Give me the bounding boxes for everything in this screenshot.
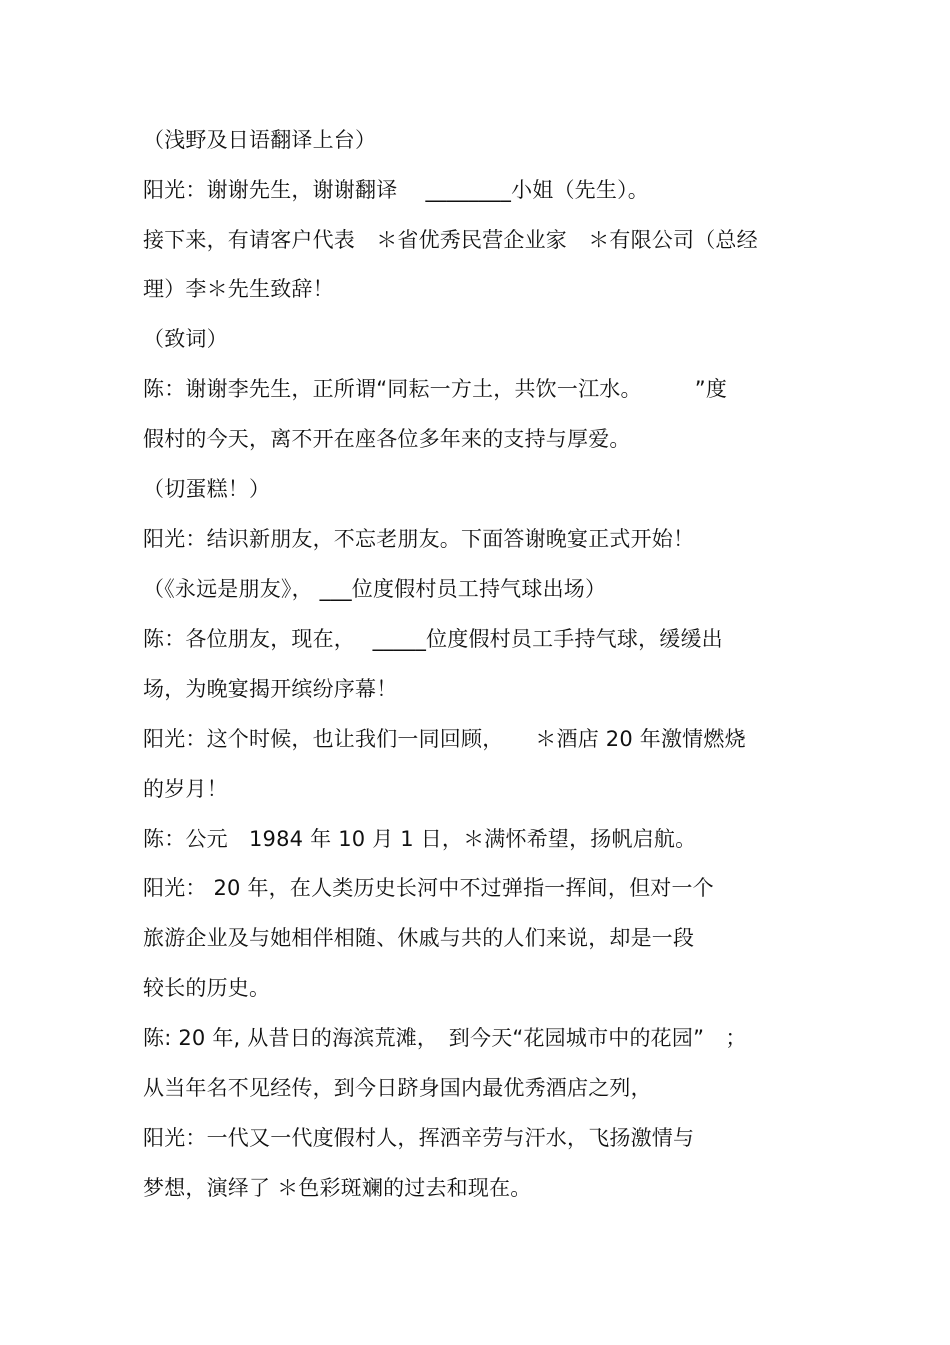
- text-line-14: 的岁月！: [143, 777, 228, 801]
- text-line-22: 梦想，演绎了 ＊色彩斑斓的过去和现在。: [143, 1176, 532, 1200]
- text-line-16: 阳光： 20 年，在人类历史长河中不过弹指一挥间，但对一个: [143, 876, 714, 900]
- text-line-6: 陈：谢谢李先生，正所谓“同耘一方土，共饮一江水。 ”度: [143, 377, 728, 401]
- text-line-19: 陈: 20 年, 从昔日的海滨荒滩， 到今天“花园城市中的花园” ；: [143, 1026, 747, 1050]
- text-line-21: 阳光：一代又一代度假村人，挥洒辛劳与汗水，飞扬激情与: [143, 1126, 695, 1150]
- text-line-8: （切蛋糕！）: [143, 477, 271, 501]
- text-line-17: 旅游企业及与她相伴相随、休戚与共的人们来说，却是一段: [143, 926, 695, 950]
- text-line-15: 陈：公元 1984 年 10 月 1 日，＊满怀希望，扬帆启航。: [143, 827, 697, 851]
- text-line-9: 阳光：结识新朋友，不忘老朋友。下面答谢晚宴正式开始！: [143, 527, 695, 551]
- text-line-20: 从当年名不见经传，到今日跻身国内最优秀酒店之列，: [143, 1076, 652, 1100]
- text-line-10: （《永远是朋友》， ___位度假村员工持气球出场）: [143, 577, 607, 601]
- text-line-2: 阳光：谢谢先生，谢谢翻译 ________小姐（先生）。: [143, 178, 649, 202]
- text-line-5: （致词）: [143, 327, 228, 351]
- text-line-1: （浅野及日语翻译上台）: [143, 128, 377, 152]
- text-line-12: 场，为晚宴揭开缤纷序幕！: [143, 677, 398, 701]
- text-line-13: 阳光：这个时候，也让我们一同回顾， ＊酒店 20 年激情燃烧: [143, 727, 746, 751]
- text-line-18: 较长的历史。: [143, 976, 271, 1000]
- text-line-3: 接下来，有请客户代表 ＊省优秀民营企业家 ＊有限公司（总经: [143, 228, 758, 252]
- text-line-4: 理）李＊先生致辞！: [143, 277, 334, 301]
- text-line-11: 陈：各位朋友，现在， _____位度假村员工手持气球，缓缓出: [143, 627, 723, 651]
- text-line-7: 假村的今天，离不开在座各位多年来的支持与厚爱。: [143, 427, 631, 451]
